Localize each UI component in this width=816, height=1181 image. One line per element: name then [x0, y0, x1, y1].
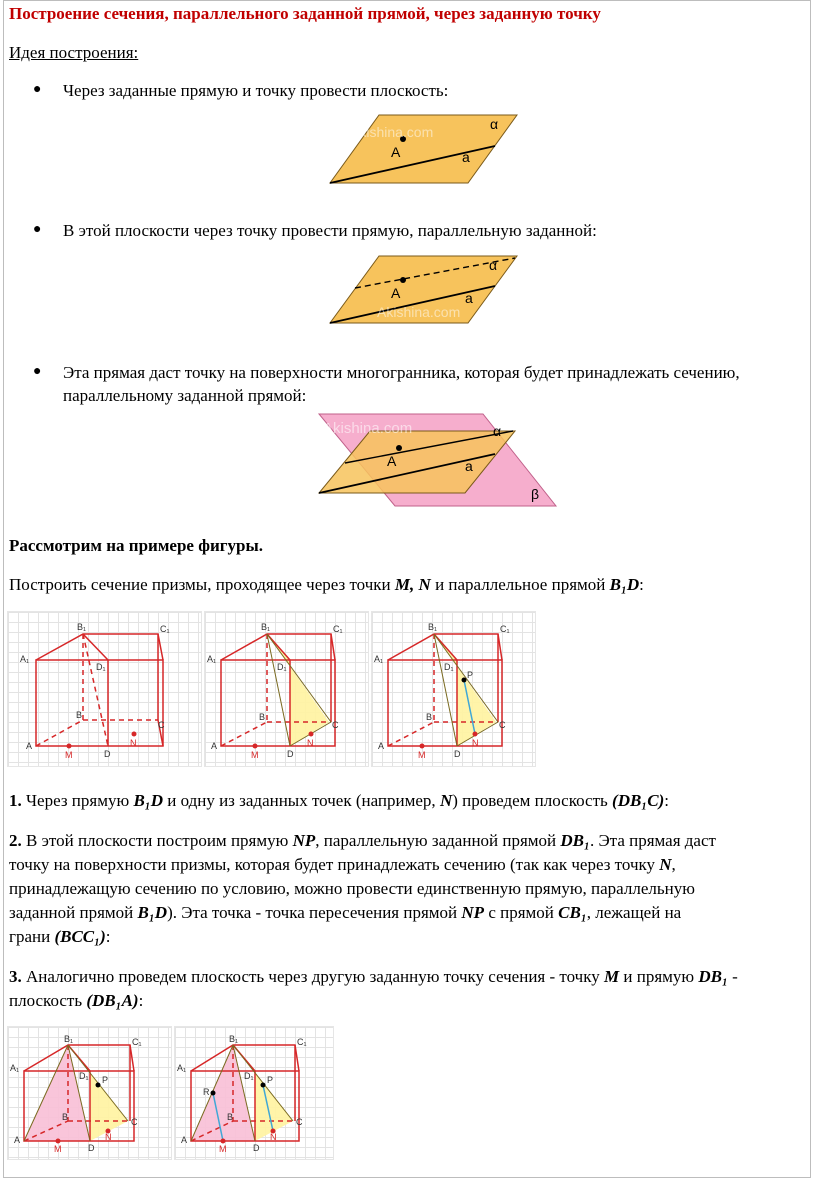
- svg-text:D: D: [88, 1143, 95, 1153]
- svg-text:N: N: [307, 738, 314, 748]
- svg-text:N: N: [472, 738, 479, 748]
- svg-text:B: B: [62, 1112, 69, 1122]
- svg-text:B₁: B₁: [77, 622, 87, 632]
- svg-text:B: B: [76, 710, 83, 720]
- label-line-a: a: [462, 149, 470, 165]
- step-3-line1: 3. Аналогично проведем плоскость через другую заданную точку сечения - точку M и прямую DB₁ -: [9, 967, 738, 986]
- label-plane-beta: β: [531, 486, 540, 502]
- example-heading: Рассмотрим на примере фигуры.: [9, 536, 263, 555]
- step-2-line4: заданной прямой B₁D). Эта точка - точка пересечения прямой NP с прямой CB₁, лежащей на: [9, 903, 682, 922]
- bullet-2-text: В этой плоскости через точку провести прямую, параллельную заданной:: [63, 221, 597, 240]
- svg-text:D₁: D₁: [96, 662, 106, 672]
- svg-text:B: B: [426, 712, 433, 722]
- step-3-line2: плоскость (DB₁A):: [9, 991, 144, 1010]
- svg-text:B₁: B₁: [64, 1034, 74, 1044]
- svg-text:D: D: [104, 749, 111, 759]
- label-plane-alpha: α: [489, 257, 498, 273]
- svg-text:B₁: B₁: [428, 622, 438, 632]
- prism-figure-4: [7, 1026, 172, 1160]
- svg-text:A₁: A₁: [20, 654, 30, 664]
- page-title: Построение сечения, параллельного заданной прямой, через заданную точку: [9, 4, 601, 23]
- svg-text:M: M: [219, 1144, 227, 1154]
- svg-text:A: A: [378, 741, 385, 751]
- bullet-dot: ●: [33, 364, 42, 379]
- svg-text:C: C: [158, 720, 165, 730]
- plane-figure-2: [325, 253, 525, 326]
- svg-text:D: D: [287, 749, 294, 759]
- task-text: Построить сечение призмы, проходящее через точки M, N и параллельное прямой B₁D:: [9, 575, 644, 594]
- label-point-a: A: [391, 144, 401, 160]
- svg-text:N: N: [130, 738, 137, 748]
- prism-figure-3: [371, 611, 536, 767]
- prism-figure-2: [204, 611, 369, 767]
- idea-heading: Идея построения:: [9, 43, 139, 62]
- svg-text:C₁: C₁: [333, 624, 343, 634]
- svg-text:A: A: [211, 741, 218, 751]
- plane-figure-1: [325, 112, 525, 187]
- point-a: [396, 445, 402, 451]
- svg-text:M: M: [65, 750, 73, 760]
- svg-text:C: C: [332, 720, 339, 730]
- svg-text:M: M: [54, 1144, 62, 1154]
- svg-text:A₁: A₁: [207, 654, 217, 664]
- svg-text:C: C: [499, 720, 506, 730]
- watermark: Akishina.com: [323, 420, 413, 437]
- svg-text:M: M: [251, 750, 259, 760]
- label-line-a: a: [465, 458, 473, 474]
- step-1: 1. Через прямую B₁D и одну из заданных точек (например, N) проведем плоскость (DB₁C):: [9, 791, 669, 810]
- bullet-dot: ●: [33, 222, 42, 237]
- svg-text:M: M: [418, 750, 426, 760]
- svg-text:C: C: [131, 1117, 138, 1127]
- svg-text:D₁: D₁: [444, 662, 454, 672]
- svg-text:N: N: [105, 1132, 112, 1142]
- svg-text:B₁: B₁: [229, 1034, 239, 1044]
- svg-text:B₁: B₁: [261, 622, 271, 632]
- svg-text:D₁: D₁: [79, 1071, 89, 1081]
- svg-text:D₁: D₁: [277, 662, 287, 672]
- step-2-line5: грани (BCC₁):: [9, 927, 111, 946]
- svg-text:A₁: A₁: [10, 1063, 20, 1073]
- svg-text:P: P: [267, 1075, 274, 1085]
- bullet-dot: ●: [33, 82, 42, 97]
- svg-text:C₁: C₁: [297, 1037, 307, 1047]
- step-2-line1: 2. В этой плоскости построим прямую NP, параллельную заданной прямой DB₁. Эта прямая даст: [9, 831, 716, 850]
- svg-text:A: A: [14, 1135, 21, 1145]
- label-point-a: A: [391, 285, 401, 301]
- svg-text:C₁: C₁: [160, 624, 170, 634]
- svg-text:D: D: [253, 1143, 260, 1153]
- bullet-3-text-line1: Эта прямая даст точку на поверхности многогранника, которая будет принадлежать сечению,: [63, 363, 740, 382]
- step-2-line3: принадлежащую сечению по условию, можно провести единственную прямую, параллельную: [9, 879, 695, 898]
- watermark: Akishina.com: [350, 124, 434, 140]
- svg-text:N: N: [270, 1132, 277, 1142]
- prism-figure-1: [7, 611, 202, 767]
- svg-text:C: C: [296, 1117, 303, 1127]
- bullet-1-text: Через заданные прямую и точку провести плоскость:: [63, 81, 449, 100]
- plane-figure-3: [315, 411, 560, 509]
- label-point-a: A: [387, 453, 397, 469]
- svg-text:P: P: [467, 670, 474, 680]
- step-2-line2: точку на поверхности призмы, которая будет принадлежать сечению (так как через точку N,: [9, 855, 676, 874]
- svg-text:A₁: A₁: [374, 654, 384, 664]
- label-plane-alpha: α: [493, 423, 502, 439]
- svg-text:C₁: C₁: [132, 1037, 142, 1047]
- bullet-3-text-line2: параллельному заданной прямой:: [63, 386, 307, 405]
- svg-text:A: A: [26, 741, 33, 751]
- svg-text:B: B: [259, 712, 266, 722]
- svg-text:B: B: [227, 1112, 234, 1122]
- svg-text:C₁: C₁: [500, 624, 510, 634]
- svg-text:R: R: [203, 1087, 210, 1097]
- svg-text:D₁: D₁: [244, 1071, 254, 1081]
- watermark: Akishina.com: [377, 304, 461, 320]
- prism-figure-5: [174, 1026, 334, 1160]
- svg-text:A: A: [181, 1135, 188, 1145]
- svg-text:P: P: [102, 1075, 109, 1085]
- svg-text:A₁: A₁: [177, 1063, 187, 1073]
- svg-text:D: D: [454, 749, 461, 759]
- label-plane-alpha: α: [490, 116, 499, 132]
- point-a: [400, 277, 406, 283]
- label-line-a: a: [465, 290, 473, 306]
